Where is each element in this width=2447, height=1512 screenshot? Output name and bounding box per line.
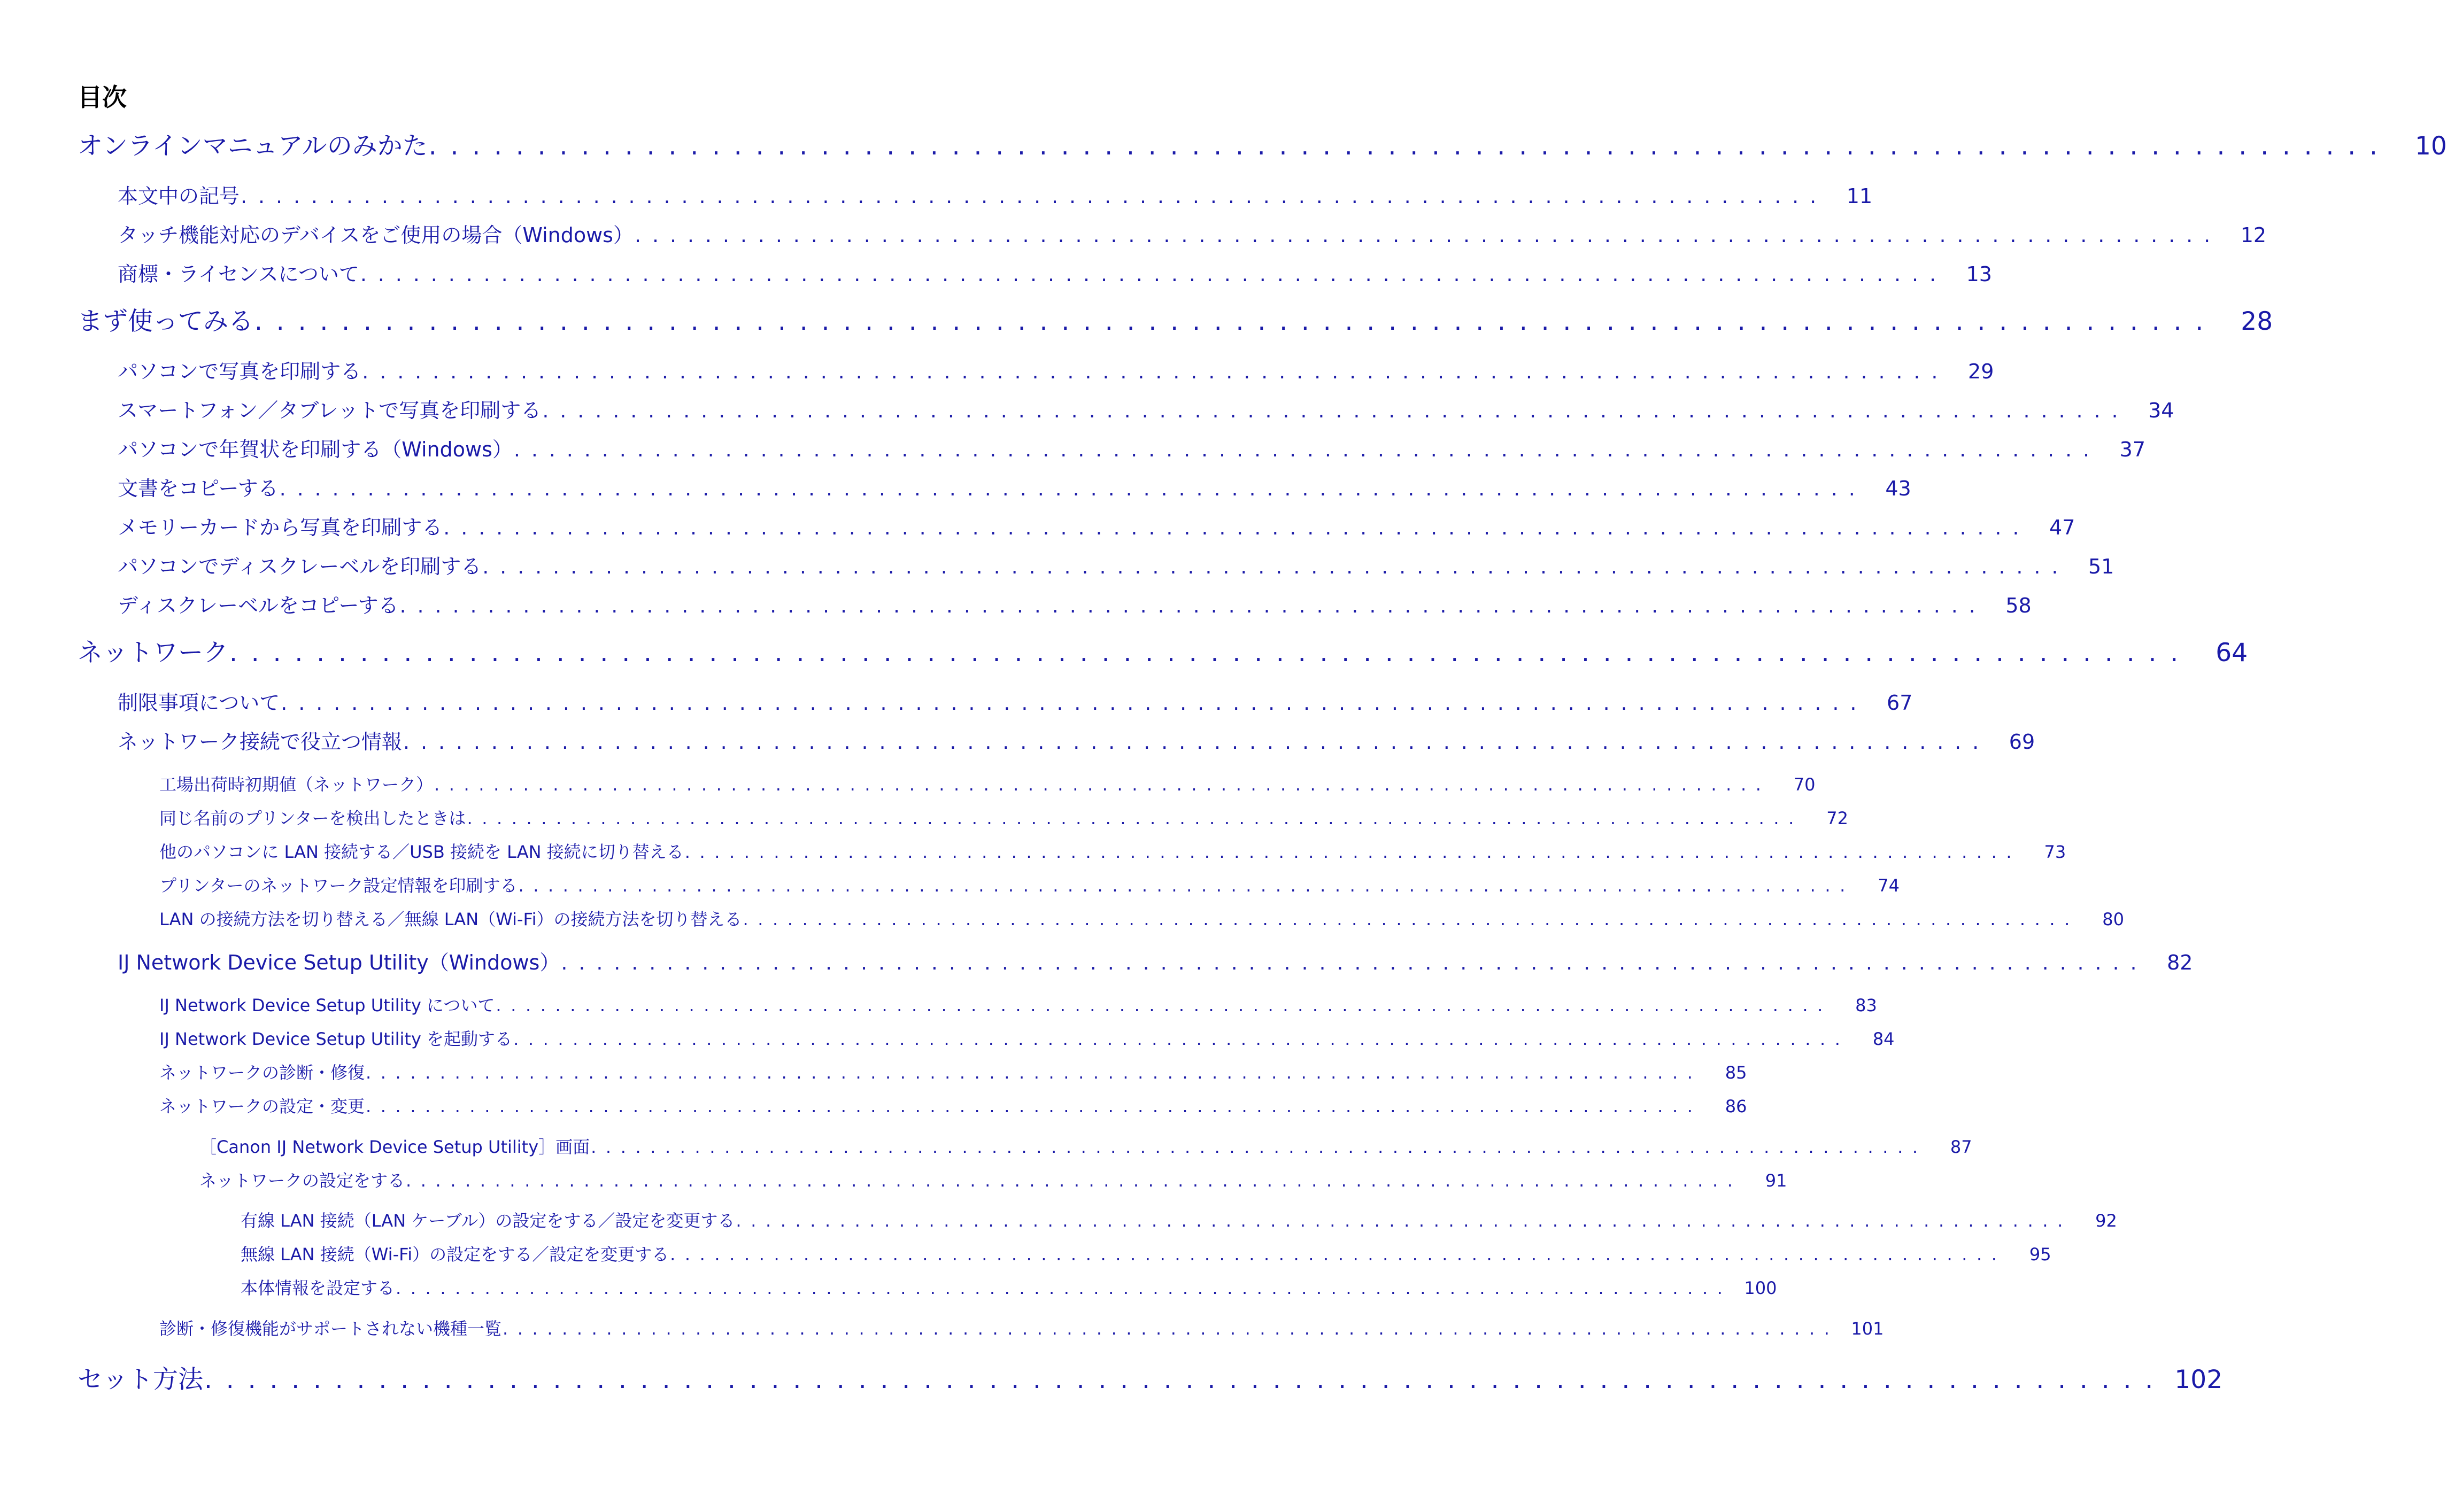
toc-page-number: 82: [2167, 951, 2193, 974]
toc-page-number: 13: [1966, 262, 1992, 286]
toc-page-number: 69: [2009, 730, 2035, 754]
toc-dot-leader: ..........................................................................................: [406, 1170, 1742, 1191]
toc-entry-label: 工場出荷時初期値（ネットワーク）: [159, 774, 434, 795]
toc-entry-label: パソコンでディスクレーベルを印刷する: [118, 555, 482, 578]
toc-entry-label: IJ Network Device Setup Utility を起動する: [159, 1029, 513, 1049]
toc-dot-leader: ..........................................................................................: [396, 1278, 1732, 1298]
toc-entry[interactable]: [78, 1363, 2223, 1397]
toc-entry[interactable]: [159, 1027, 1895, 1051]
toc-entry[interactable]: [159, 1061, 1747, 1084]
toc-page-number: 29: [1968, 360, 1994, 383]
toc-entry-label: まず使ってみる: [78, 307, 253, 336]
toc-page-number: 64: [2216, 638, 2248, 668]
toc-page-number: 83: [1855, 995, 1877, 1015]
toc-dot-leader: ..........................................................................................: [561, 951, 2148, 974]
toc-dot-leader: ..........................................................................................: [403, 730, 1990, 754]
toc-page-number: 95: [2029, 1244, 2051, 1265]
toc-entry-label: ネットワーク接続で役立つ情報: [118, 730, 403, 754]
toc-entry-label: ネットワークの診断・修復: [159, 1063, 365, 1083]
toc-entry[interactable]: [118, 397, 2174, 424]
toc-entry-label: ネットワークの設定・変更: [159, 1096, 365, 1116]
toc-dot-leader: ..........................................................................................: [366, 1096, 1702, 1116]
toc-page-number: 86: [1725, 1096, 1747, 1116]
toc-entry-label: パソコンで写真を印刷する: [118, 360, 361, 383]
toc-dot-leader: ..........................................................................................: [281, 691, 1868, 715]
toc-entry[interactable]: [199, 1169, 1787, 1192]
toc-entry[interactable]: [118, 182, 1873, 210]
toc-dot-leader: ..........................................................................................: [254, 307, 2218, 336]
toc-page-number: 34: [2148, 399, 2174, 422]
toc-entry-label: プリンターのネットワーク設定情報を印刷する: [159, 875, 518, 896]
toc-page-number: 74: [1878, 875, 1900, 896]
toc-page-number: 58: [2005, 594, 2032, 617]
toc-entry[interactable]: [118, 260, 1992, 288]
toc-dot-leader: ..........................................................................................: [360, 262, 1947, 286]
toc-entry[interactable]: [118, 475, 1911, 502]
toc-entry[interactable]: [199, 1135, 1972, 1159]
toc-entry[interactable]: [78, 129, 2447, 164]
toc-entry-label: メモリーカードから写真を印刷する: [118, 516, 443, 539]
toc-dot-leader: ..........................................................................................: [467, 808, 1803, 828]
toc-dot-leader: ..........................................................................................: [670, 1244, 2006, 1265]
toc-entry[interactable]: [118, 514, 2075, 541]
toc-page-number: 37: [2119, 438, 2145, 461]
toc-entry[interactable]: [118, 553, 2114, 580]
toc-entry[interactable]: [159, 994, 1877, 1017]
toc-page-number: 85: [1725, 1063, 1747, 1083]
toc-entry-label: 本体情報を設定する: [241, 1278, 395, 1298]
toc-entry-label: パソコンで年賀状を印刷する（Windows）: [118, 438, 513, 461]
toc-entry[interactable]: [118, 221, 2267, 249]
toc-entry-label: 有線 LAN 接続（LAN ケーブル）の設定をする／設定を変更する: [241, 1211, 735, 1231]
toc-page-number: 101: [1851, 1319, 1884, 1339]
toc-dot-leader: ..........................................................................................: [366, 1063, 1702, 1083]
toc-entry-label: IJ Network Device Setup Utility について: [159, 995, 495, 1015]
toc-entry[interactable]: [118, 358, 1994, 385]
toc-entry[interactable]: [159, 874, 1900, 897]
toc-page-number: 51: [2088, 555, 2114, 578]
toc-page-number: 28: [2241, 307, 2273, 336]
toc-dot-leader: ..........................................................................................: [503, 1319, 1839, 1339]
toc-page-number: 70: [1793, 774, 1816, 795]
toc-page-number: 43: [1885, 477, 1911, 500]
toc-page-number: 73: [2044, 842, 2066, 862]
toc-dot-leader: ..........................................................................................: [229, 638, 2193, 668]
toc-page-number: 80: [2102, 909, 2124, 929]
toc-entry-label: IJ Network Device Setup Utility（Windows）: [118, 951, 560, 974]
toc-dot-leader: ..........................................................................................: [542, 399, 2129, 422]
toc-dot-leader: ..........................................................................................: [684, 842, 2021, 862]
toc-page-number: 91: [1765, 1170, 1787, 1191]
toc-page-number: 67: [1887, 691, 1913, 715]
toc-entry-label: タッチ機能対応のデバイスをご使用の場合（Windows）: [118, 223, 634, 247]
toc-page-number: 72: [1826, 808, 1848, 828]
toc-entry[interactable]: [241, 1209, 2117, 1232]
toc-entry[interactable]: [159, 1095, 1747, 1118]
toc-entry-label: ディスクレーベルをコピーする: [118, 594, 399, 617]
toc-entry-label: 診断・修復機能がサポートされない機種一覧: [159, 1319, 502, 1339]
toc-dot-leader: ..........................................................................................: [518, 875, 1855, 896]
toc-entry[interactable]: [241, 1243, 2051, 1266]
toc-entry-label: 制限事項について: [118, 691, 280, 715]
toc-dot-leader: ..........................................................................................: [743, 909, 2079, 929]
toc-dot-leader: ..........................................................................................: [434, 774, 1771, 795]
toc-dot-leader: ..........................................................................................: [736, 1211, 2072, 1231]
toc-entry-label: ネットワークの設定をする: [199, 1170, 405, 1191]
toc-page-number: 92: [2095, 1211, 2117, 1231]
toc-entry-label: 他のパソコンに LAN 接続する／USB 接続を LAN 接続に切り替える: [159, 842, 684, 862]
toc-dot-leader: ..........................................................................................: [634, 223, 2222, 247]
toc-entry-label: 同じ名前のプリンターを検出したときは: [159, 808, 466, 828]
toc-entry-label: 無線 LAN 接続（Wi-Fi）の設定をする／設定を変更する: [241, 1244, 669, 1265]
toc-entry[interactable]: [159, 807, 1848, 830]
toc-dot-leader: ..........................................................................................: [428, 131, 2391, 161]
toc-page-number: 84: [1872, 1029, 1895, 1049]
toc-page-number: 102: [2174, 1365, 2223, 1394]
toc-entry-label: ［Canon IJ Network Device Setup Utility］画面: [199, 1137, 590, 1157]
toc-entry-label: セット方法: [78, 1365, 203, 1394]
toc-entry-label: 本文中の記号: [118, 184, 240, 208]
toc-entry-label: スマートフォン／タブレットで写真を印刷する: [118, 399, 542, 422]
toc-dot-leader: ..........................................................................................: [513, 1029, 1850, 1049]
toc-entry[interactable]: [159, 1317, 1884, 1340]
toc-entry-label: 文書をコピーする: [118, 477, 279, 500]
toc-page-number: 47: [2049, 516, 2075, 539]
toc-dot-leader: ..........................................................................................: [591, 1137, 1927, 1157]
toc-dot-leader: ..........................................................................................: [513, 438, 2101, 461]
toc-title: 目次: [78, 83, 127, 112]
toc-page-number: 11: [1846, 184, 1873, 208]
toc-entry[interactable]: [159, 773, 1816, 796]
toc-dot-leader: ..........................................................................................: [362, 360, 1949, 383]
toc-page-number: 87: [1950, 1137, 1972, 1157]
toc-entry-label: 商標・ライセンスについて: [118, 262, 359, 286]
toc-dot-leader: ..........................................................................................: [204, 1365, 2167, 1394]
toc-entry[interactable]: [241, 1276, 1777, 1300]
toc-dot-leader: ..........................................................................................: [241, 184, 1828, 208]
toc-entry[interactable]: [78, 636, 2248, 670]
toc-entry[interactable]: [118, 592, 2032, 619]
toc-entry[interactable]: [118, 728, 2035, 756]
toc-entry[interactable]: [159, 840, 2066, 864]
toc-dot-leader: ..........................................................................................: [279, 477, 1866, 500]
toc-entry[interactable]: [159, 908, 2124, 931]
toc-page-number: 100: [1744, 1278, 1777, 1298]
toc-entry[interactable]: [118, 436, 2145, 463]
toc-page-number: 10: [2415, 131, 2447, 161]
toc-entry-label: ネットワーク: [78, 638, 228, 668]
toc-dot-leader: ..........................................................................................: [399, 594, 1987, 617]
toc-page-number: 12: [2240, 223, 2267, 247]
toc-entry-label: オンラインマニュアルのみかた: [78, 131, 428, 161]
toc-entry[interactable]: [78, 305, 2273, 339]
toc-entry[interactable]: [118, 689, 1913, 717]
toc-dot-leader: ..........................................................................................: [496, 995, 1832, 1015]
toc-entry-label: LAN の接続方法を切り替える／無線 LAN（Wi-Fi）の接続方法を切り替える: [159, 909, 742, 929]
toc-entry[interactable]: [118, 949, 2193, 976]
toc-dot-leader: ..........................................................................................: [482, 555, 2070, 578]
toc-dot-leader: ..........................................................................................: [443, 516, 2031, 539]
